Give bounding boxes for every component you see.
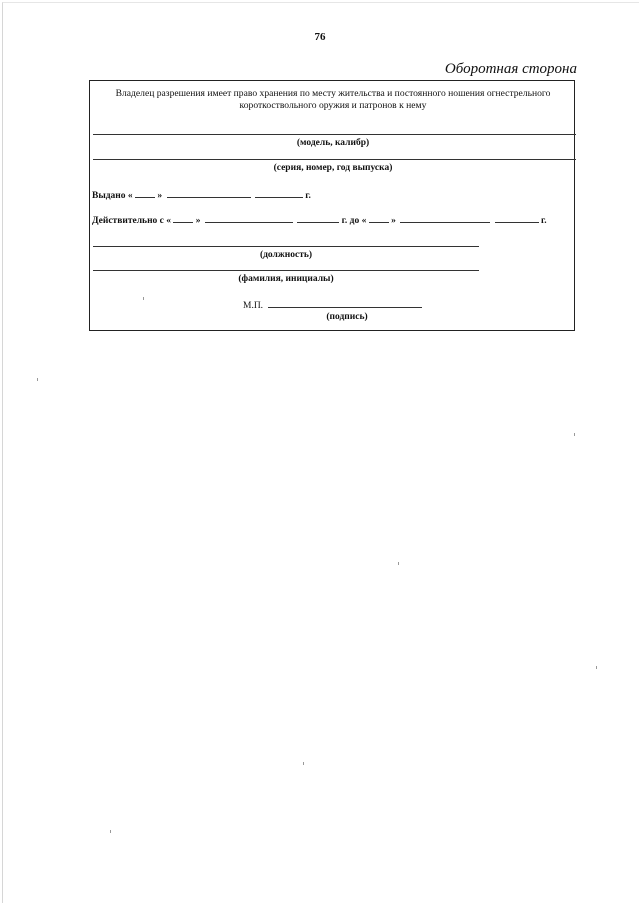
name-caption: (фамилия, инициалы) xyxy=(238,274,334,284)
stamp-label: М.П. xyxy=(243,301,264,311)
issued-row xyxy=(92,188,311,201)
valid-year-suffix: г. xyxy=(540,216,547,226)
scan-speck xyxy=(574,433,575,436)
name-line xyxy=(93,270,479,271)
issued-prefix: Выдано « xyxy=(92,191,133,201)
side-title: Оборотная сторона xyxy=(444,61,577,77)
issued-year-field[interactable] xyxy=(255,188,303,198)
valid-to-month-field[interactable] xyxy=(400,213,490,223)
position-line xyxy=(93,246,479,247)
form-heading: Владелец разрешения имеет право хранения по месту жительства и постоянного ношения огнестрельного короткоствольного оружия и патронов к нему xyxy=(115,88,551,111)
serial-line xyxy=(93,159,576,160)
issued-quote-close: » xyxy=(157,191,163,201)
valid-to-text: г. до « xyxy=(341,216,367,226)
page-number: 76 xyxy=(314,31,326,43)
valid-to-year-field[interactable] xyxy=(495,213,539,223)
scan-speck xyxy=(143,297,144,300)
issued-year-suffix: г. xyxy=(305,191,311,201)
issued-day-field[interactable] xyxy=(135,188,155,198)
model-line xyxy=(93,134,576,135)
permit-form xyxy=(89,80,575,331)
valid-to-quote-close: » xyxy=(391,216,396,226)
signature-caption: (подпись) xyxy=(326,312,368,322)
valid-to-day-field[interactable] xyxy=(369,213,389,223)
scan-speck xyxy=(110,830,111,833)
valid-from-quote-close: » xyxy=(195,216,201,226)
valid-prefix: Действительно с « xyxy=(92,216,172,226)
valid-from-month-field[interactable] xyxy=(205,213,293,223)
scan-speck xyxy=(303,762,304,765)
stamp-row xyxy=(243,298,422,311)
signature-field[interactable] xyxy=(268,298,422,308)
scan-speck xyxy=(37,378,38,381)
valid-from-day-field[interactable] xyxy=(173,213,193,223)
position-caption: (должность) xyxy=(259,250,313,260)
valid-row xyxy=(92,213,547,226)
serial-caption: (серия, номер, год выпуска) xyxy=(273,163,393,173)
scan-speck xyxy=(398,562,399,565)
scan-speck xyxy=(596,666,597,669)
model-caption: (модель, калибр) xyxy=(296,138,370,148)
valid-from-year-field[interactable] xyxy=(297,213,339,223)
issued-month-field[interactable] xyxy=(167,188,251,198)
